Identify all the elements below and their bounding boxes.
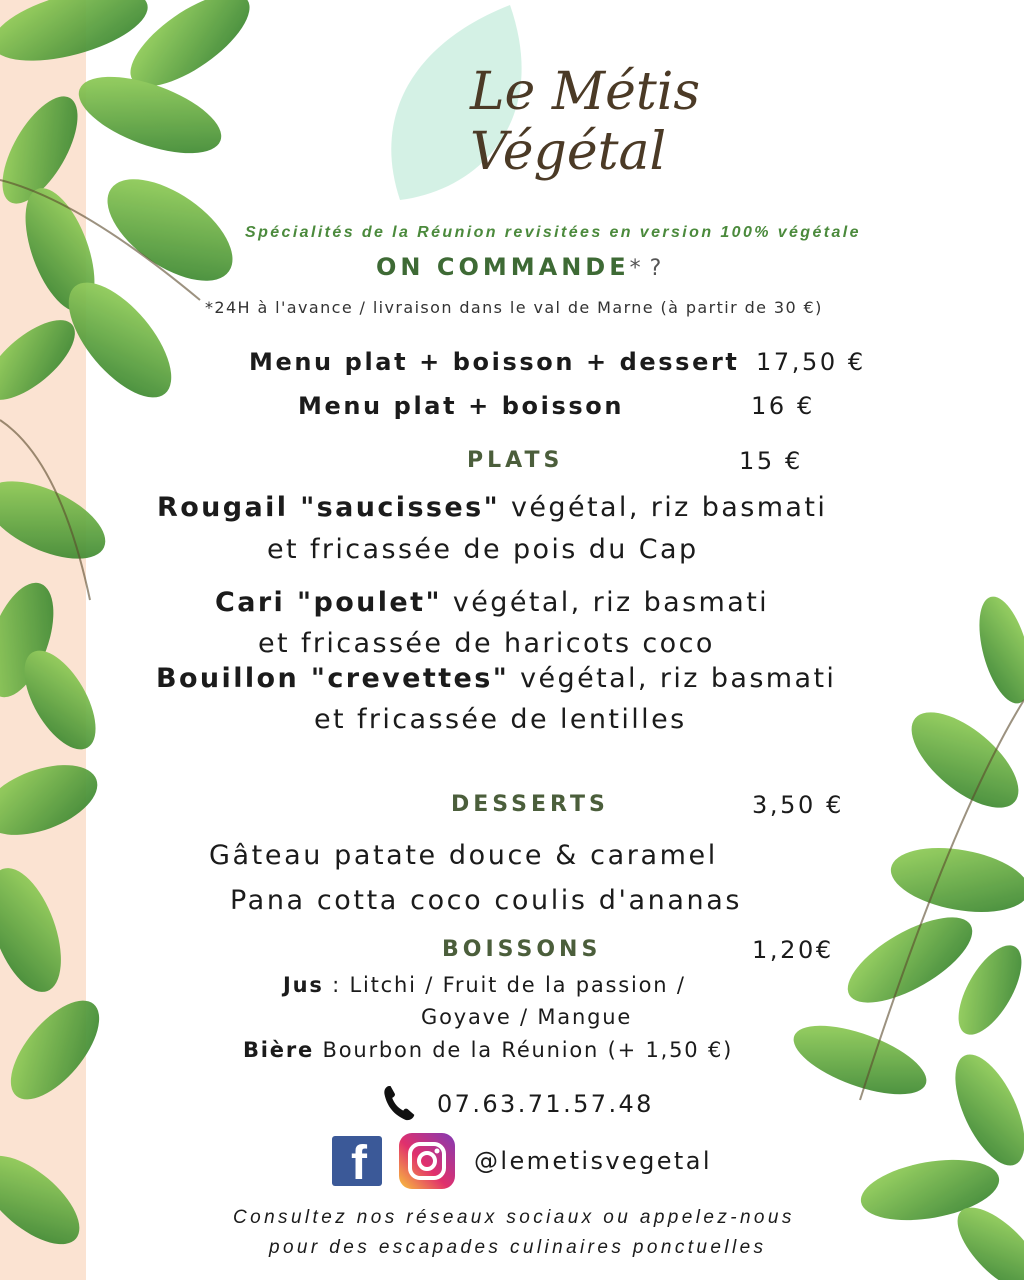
desserts-title: DESSERTS <box>451 792 609 817</box>
desserts-price: 3,50 € <box>752 791 844 819</box>
drink-jus-text: : Litchi / Fruit de la passion / <box>323 973 686 997</box>
dessert-item-1: Gâteau patate douce & caramel <box>209 840 718 871</box>
phone-number[interactable]: 07.63.71.57.48 <box>437 1090 654 1118</box>
dish-rougail <box>157 492 827 523</box>
dish-cari <box>215 587 769 618</box>
dish-bouillon-name: Bouillon "crevettes" <box>156 663 510 694</box>
menu-short-price: 16 € <box>751 392 815 420</box>
social-handle[interactable]: @lemetisvegetal <box>474 1147 712 1175</box>
menu-full-label: Menu plat + boisson + dessert <box>249 348 740 376</box>
facebook-icon[interactable]: f <box>332 1136 382 1186</box>
dish-bouillon <box>156 663 836 694</box>
footer-line-2: pour des escapades culinaires ponctuelles <box>269 1237 767 1258</box>
dish-cari-name: Cari "poulet" <box>215 587 442 618</box>
dish-cari-line2: et fricassée de haricots coco <box>258 628 715 659</box>
dish-rougail-desc: végétal, riz basmati <box>500 492 828 523</box>
dish-rougail-line2: et fricassée de pois du Cap <box>267 534 699 565</box>
instagram-icon[interactable] <box>399 1133 455 1189</box>
footer-line-1: Consultez nos réseaux sociaux ou appelez-nous <box>233 1207 795 1228</box>
boissons-title: BOISSONS <box>442 937 602 962</box>
drink-biere-label: Bière <box>243 1038 315 1062</box>
dish-cari-desc: végétal, riz basmati <box>441 587 770 618</box>
menu-short-label: Menu plat + boisson <box>298 392 625 420</box>
drink-biere <box>243 1038 733 1062</box>
order-note: *24H à l'avance / livraison dans le val de Marne (à partir de 30 €) <box>205 298 823 317</box>
drink-jus-label: Jus <box>283 973 324 997</box>
order-title-mark: * ? <box>629 256 663 281</box>
plats-price: 15 € <box>739 447 803 475</box>
order-title <box>376 253 662 281</box>
plats-title: PLATS <box>467 448 564 473</box>
drink-jus <box>283 973 686 997</box>
logo-line-1: Le Métis <box>470 62 701 122</box>
dish-bouillon-desc: végétal, riz basmati <box>509 663 837 694</box>
dessert-item-2: Pana cotta coco coulis d'ananas <box>230 885 743 916</box>
drink-jus-line2: Goyave / Mangue <box>421 1005 633 1029</box>
dish-bouillon-line2: et fricassée de lentilles <box>314 704 687 735</box>
phone-icon[interactable] <box>382 1082 416 1124</box>
tagline: Spécialités de la Réunion revisitées en version 100% végétale <box>245 224 861 241</box>
order-title-text: ON COMMANDE <box>376 253 630 281</box>
logo-line-2: Végétal <box>470 122 667 182</box>
menu-full-price: 17,50 € <box>756 348 866 376</box>
drink-biere-text: Bourbon de la Réunion (+ 1,50 €) <box>314 1038 734 1062</box>
boissons-price: 1,20€ <box>752 936 834 964</box>
dish-rougail-name: Rougail "saucisses" <box>157 492 501 523</box>
